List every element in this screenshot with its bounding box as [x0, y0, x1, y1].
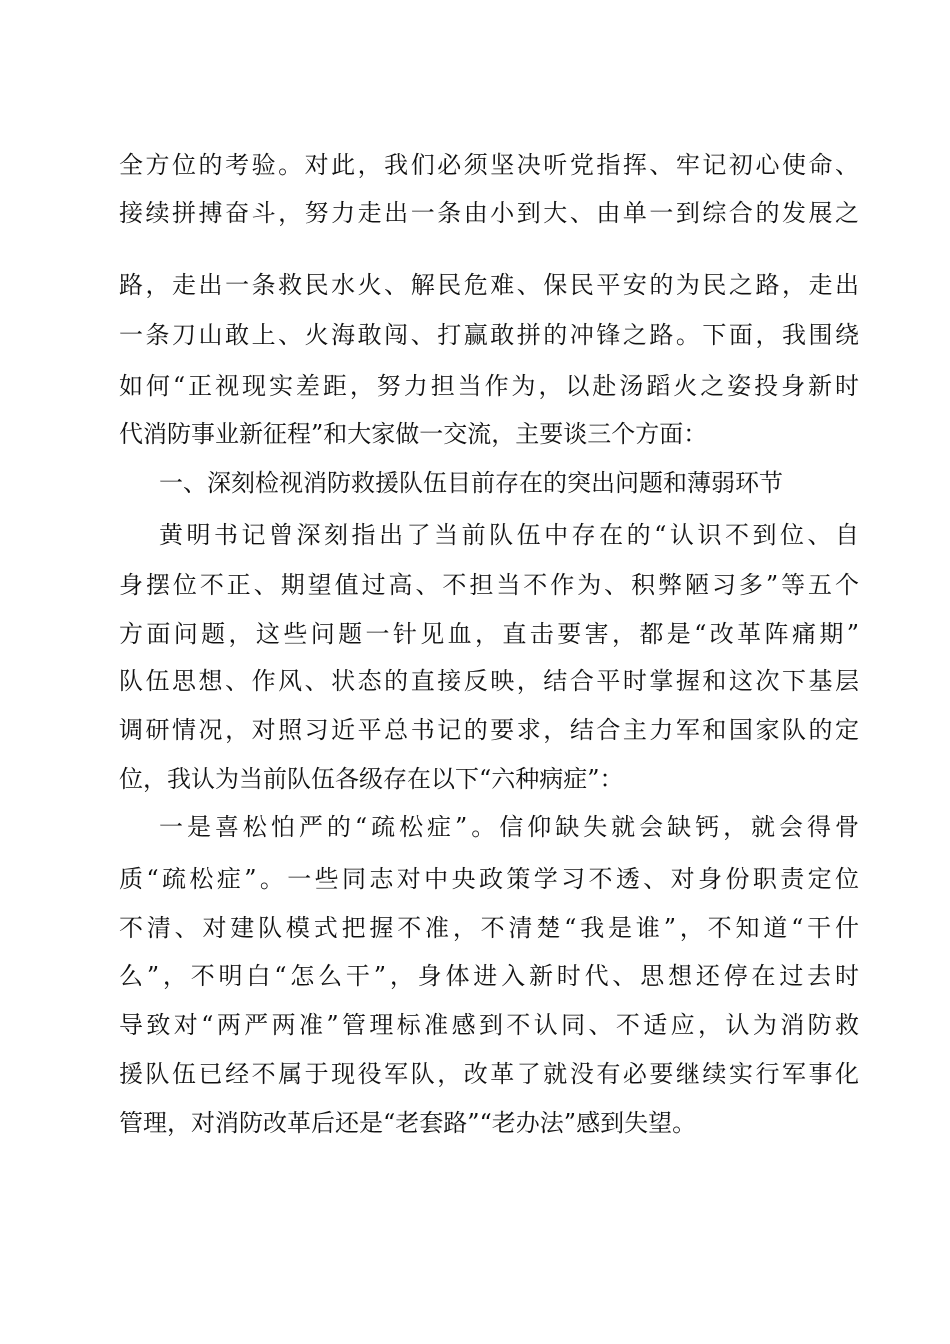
symptom-line-5: 导致对“两严两准”管理标准感到不认同、不适应，认为消防救 [119, 1011, 859, 1039]
issues-line-2: 身摆位不正、期望值过高、不担当不作为、积弊陋习多”等五个 [119, 571, 859, 599]
issues-line-1: 黄明书记曾深刻指出了当前队伍中存在的“认识不到位、自 [159, 521, 859, 549]
issues-line-4: 队伍思想、作风、状态的直接反映，结合平时掌握和这次下基层 [119, 667, 859, 695]
intro-line-5: 如何“正视现实差距，努力担当作为，以赴汤蹈火之姿投身新时 [119, 372, 859, 400]
symptom-line-1: 一是喜松怕严的“疏松症”。信仰缺失就会缺钙，就会得骨 [159, 813, 859, 841]
issues-line-6: 位，我认为当前队伍各级存在以下“六种病症”： [119, 765, 624, 793]
symptom-line-7: 管理，对消防改革后还是“老套路”“老办法”感到失望。 [119, 1109, 697, 1137]
issues-line-3: 方面问题，这些问题一针见血，直击要害，都是“改革阵痛期” [119, 620, 859, 648]
intro-line-3: 路，走出一条救民水火、解民危难、保民平安的为民之路，走出 [119, 271, 859, 299]
intro-line-4: 一条刀山敢上、火海敢闯、打赢敢拼的冲锋之路。下面，我围绕 [119, 321, 859, 349]
symptom-line-4: 么”，不明白“怎么干”，身体进入新时代、思想还停在过去时 [119, 962, 859, 990]
symptom-line-2: 质“疏松症”。一些同志对中央政策学习不透、对身份职责定位 [119, 865, 859, 893]
intro-line-6: 代消防事业新征程”和大家做一交流，主要谈三个方面： [119, 420, 708, 448]
symptom-line-3: 不清、对建队模式把握不准，不清楚“我是谁”，不知道“干什 [119, 914, 859, 942]
symptom-line-6: 援队伍已经不属于现役军队，改革了就没有必要继续实行军事化 [119, 1060, 859, 1088]
intro-line-1: 全方位的考验。对此，我们必须坚决听党指挥、牢记初心使命、 [119, 151, 859, 179]
section-heading: 一、深刻检视消防救援队伍目前存在的突出问题和薄弱环节 [159, 469, 783, 497]
intro-line-2: 接续拼搏奋斗，努力走出一条由小到大、由单一到综合的发展之 [119, 199, 859, 227]
issues-line-5: 调研情况，对照习近平总书记的要求，结合主力军和国家队的定 [119, 716, 859, 744]
